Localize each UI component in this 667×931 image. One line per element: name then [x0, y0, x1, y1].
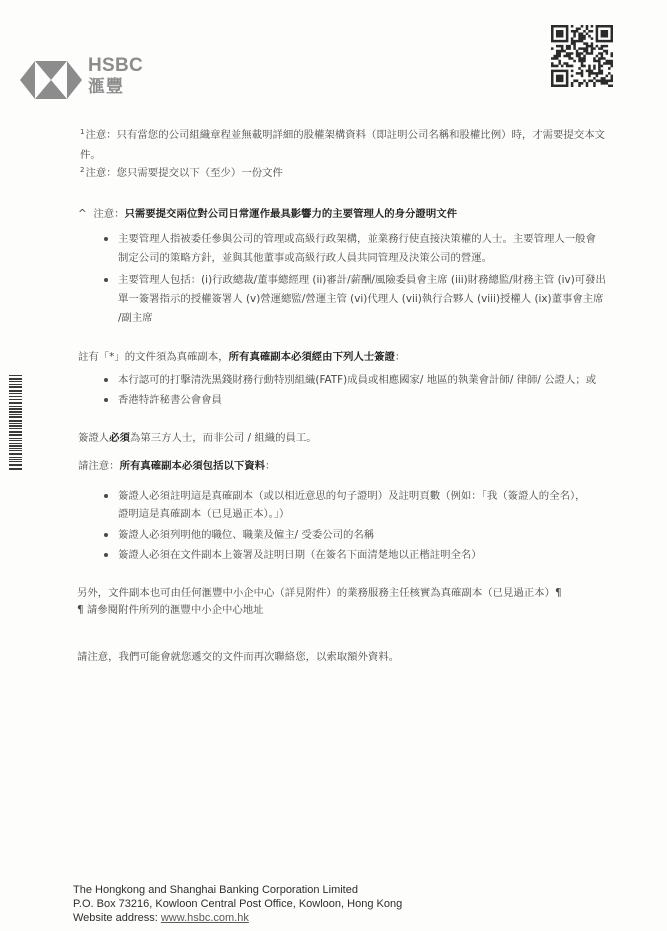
website-label: Website address: [73, 912, 161, 924]
management-heading [78, 207, 457, 221]
certifier-note-bold: 必須 [109, 432, 130, 444]
certification-bullet-2: 香港特許秘書公會會員 [118, 394, 222, 406]
management-bullet-2-line-3: /副主席 [118, 312, 153, 324]
bullet-icon [104, 494, 108, 498]
certifier-note-rest: 為第三方人士，而非公司 / 組織的員工。 [129, 432, 317, 444]
hsbc-hexagon-icon [20, 61, 82, 99]
certification-intro-bold: 所有真確副本必須經由下列人士簽證 [228, 351, 395, 363]
bullet-icon [104, 398, 108, 402]
barcode [9, 375, 22, 471]
required-info-bullet-1-line-1: 簽證人必須註明這是真確副本（或以相近意思的句子證明）及註明頁數（例如：「我（簽證人的全名）， [118, 490, 586, 502]
brand-name: HSBC [88, 55, 144, 76]
required-info-intro-bold: 所有真確副本必須包括以下資料 [119, 460, 266, 472]
footnote-1-line-2: 件。 [80, 149, 101, 161]
certifier-note [78, 431, 317, 445]
brand-name-chinese: 滙豐 [88, 77, 124, 97]
certification-intro-end: ： [394, 351, 406, 363]
footnote-1-line-1 [80, 128, 605, 142]
footer-company: The Hongkong and Shanghai Banking Corporation Limited [73, 884, 358, 896]
hexagon-outer-right-triangle [67, 61, 82, 99]
required-info-bullet-2: 簽證人必須列明他的職位、職業及僱主/ 受委公司的名稱 [118, 529, 375, 541]
bullet-icon [104, 533, 108, 537]
footer-website [73, 912, 249, 925]
required-info-bullet-1-line-2: 證明這是真確副本（已見過正本）。」） [118, 508, 290, 520]
qr-code [551, 25, 613, 87]
qr-code-pattern [551, 25, 613, 87]
management-bullet-2-line-1: 主要管理人包括：(i)行政總裁/董事總經理 (ii)審計/薪酬/風險委員會主席 (iii)財務總監/財務主管 (iv)可發出 [118, 274, 606, 286]
footnote-text: 注意：您只需要提交以下（至少）一份文件 [85, 167, 283, 179]
required-info-intro [78, 459, 275, 473]
required-info-intro-end: ： [265, 460, 276, 472]
hexagon-bottom-triangle [35, 80, 67, 99]
management-bullet-1-line-1: 主要管理人指被委任參與公司的管理或高級行政架構，並業務行使直接決策權的人士。主要管理人一般會 [118, 233, 596, 245]
certification-intro [78, 350, 405, 364]
note-label: 注意： [93, 208, 125, 220]
note-marker: ^ [78, 208, 87, 220]
footnote-2 [80, 166, 283, 180]
certification-bullet-1: 本行認可的打擊清洗黑錢財務行動特別組織(FATF)成員或相應國家/ 地區的執業會計師/ 律師/ 公證人；或 [118, 374, 597, 386]
barcode-bars [9, 375, 22, 470]
certifier-note-subject: 簽證人 [78, 432, 110, 444]
hexagon-top-triangle [35, 61, 67, 80]
footnote-marker: 1 [80, 128, 85, 136]
bullet-icon [104, 378, 108, 382]
certification-intro-text: 註有「*」的文件須為真確副本， [78, 351, 229, 363]
bullet-icon [104, 553, 108, 557]
management-heading-text: 只需要提交兩位對公司日常運作最具影響力的主要管理人的身分證明文件 [124, 208, 457, 220]
website-link[interactable]: www.hsbc.com.hk [160, 912, 249, 924]
additional-line-2: ¶ 請參閱附件所列的滙豐中小企中心地址 [77, 604, 264, 616]
footer-address: P.O. Box 73216, Kowloon Central Post Office, Kowloon, Hong Kong [73, 898, 403, 910]
required-info-bullet-3: 簽證人必須在文件副本上簽署及註明日期（在簽名下面清楚地以正楷註明全名） [118, 549, 482, 561]
hexagon-outer-left-triangle [20, 61, 35, 99]
closing-note: 請注意，我們可能會就您遞交的文件而再次聯絡您，以索取額外資料。 [77, 651, 400, 663]
footnote-text: 注意：只有當您的公司組織章程並無載明詳細的股權架構資料（即註明公司名稱和股權比例）時，才需要提交本文 [85, 129, 605, 141]
bullet-icon [104, 237, 108, 241]
additional-line-1: 另外，文件副本也可由任何滙豐中小企中心（詳見附件）的業務服務主任核實為真確副本（已見過正本）¶ [77, 587, 562, 599]
management-bullet-1-line-2: 制定公司的策略方針，並與其他董事或高級行政人員共同管理及決策公司的營運。 [118, 252, 493, 264]
footnote-marker: 2 [80, 166, 85, 174]
required-info-intro-text: 請注意： [78, 460, 120, 472]
bullet-icon [104, 278, 108, 282]
management-bullet-2-line-2: 單一簽署指示的授權簽署人 (v)營運總監/營運主管 (vi)代理人 (vii)執行合夥人 (viii)授權人 (ix)董事會主席 [118, 293, 604, 305]
